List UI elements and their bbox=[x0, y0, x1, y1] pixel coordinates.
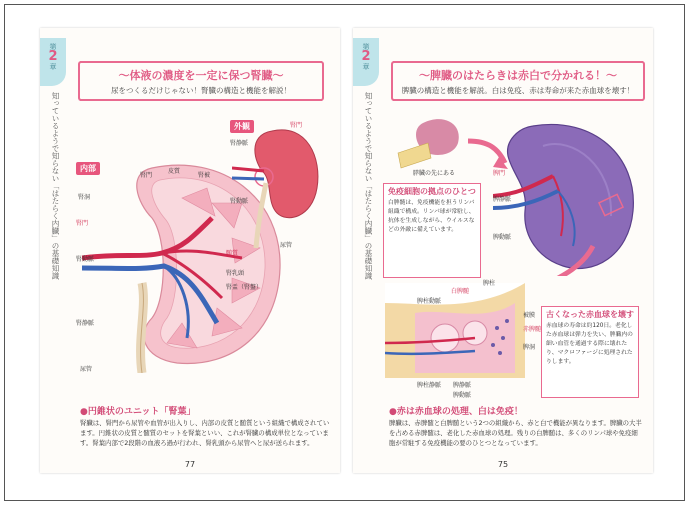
chapter-tab bbox=[353, 38, 379, 86]
title-box bbox=[393, 61, 643, 101]
label-capsule: 被膜 bbox=[523, 312, 536, 319]
label-trabecular-vein: 脾柱静脈 bbox=[417, 382, 442, 389]
label-renal-artery-top: 腎動脈 bbox=[230, 198, 249, 205]
callout-immune bbox=[383, 183, 481, 278]
inner-tag: 内部 bbox=[76, 162, 100, 175]
page-subtitle: 脾臓の構造と機能を解説。白は免疫、赤は寿命が来た赤血球を壊す！ bbox=[401, 86, 635, 95]
chapter-tab bbox=[40, 38, 66, 86]
page-number: 77 bbox=[184, 460, 196, 469]
page-title: 〜体液の濃度を一定に保つ腎臓〜 bbox=[118, 69, 284, 82]
label-ureter: 尿管 bbox=[80, 366, 93, 373]
label-red-pulp: 赤脾髄 bbox=[523, 326, 542, 333]
label-renal-column: 髄質 bbox=[226, 250, 239, 257]
side-running-text: 知っているようで知らない「はたらく内臓」の基礎知識 bbox=[364, 92, 373, 280]
callout-immune-heading: 免疫細胞の拠点のひとつ bbox=[388, 187, 476, 196]
label-white-pulp: 白脾髄 bbox=[451, 288, 470, 295]
label-ureter-outer: 尿管 bbox=[280, 242, 293, 249]
body-text: 腎臓は、腎門から尿管や血管が出入りし、内部の皮質と髄質という組織で構成されています。円錐状の皮質と髄質のセットを腎葉といい、これが腎臓の構成単位となっています。腎葉内部で2段階の血液ろ過が行われ、腎乳頭から尿管へと尿が送られます。 bbox=[80, 419, 330, 447]
callout-rbc-heading: 古くなった赤血球を壊す bbox=[546, 310, 634, 319]
label-renal-sinus: 腎洞 bbox=[78, 194, 91, 201]
label-splenic-artery: 脾動脈 bbox=[493, 234, 512, 241]
title-box bbox=[80, 61, 322, 101]
label-pancreas-tail: 膵臓の先にある bbox=[413, 170, 456, 177]
label-central-artery: 脾柱動脈 bbox=[417, 298, 442, 305]
chapter-label: 第 bbox=[49, 43, 57, 51]
label-calyx: 腎乳頭 bbox=[226, 270, 245, 277]
spleen-illustration bbox=[493, 116, 643, 276]
chapter-number: 2 bbox=[48, 49, 58, 64]
label-renal-artery: 腎動脈 bbox=[76, 256, 95, 263]
page-number: 75 bbox=[497, 460, 509, 469]
callout-immune-text: 白脾髄は、免疫機能を担うリンパ組織で構成。リンパ球が常駐し、抗体を生成しながら、ウイルスなどの外敵に備えています。 bbox=[388, 200, 475, 233]
page-subtitle: 尿をつくるだけじゃない！腎臓の構造と機能を解説！ bbox=[111, 86, 291, 95]
section-heading: ●赤は赤血球の処理、白は免疫！ bbox=[389, 407, 523, 417]
label-hilum: 脾門 bbox=[493, 170, 506, 177]
label-pelvis: 腎盂（腎盤） bbox=[226, 284, 263, 291]
callout-red-blood-cell bbox=[541, 306, 639, 398]
label-hilum-left: 腎門 bbox=[76, 220, 89, 227]
label-cortex: 皮質 bbox=[168, 168, 181, 175]
label-splenic-artery-bottom: 脾動脈 bbox=[453, 392, 472, 399]
label-splenic-vein: 脾静脈 bbox=[493, 196, 512, 203]
label-renal-vein-top: 腎静脈 bbox=[230, 140, 249, 147]
chapter-suffix: 章 bbox=[362, 63, 370, 71]
outer-tag: 外観 bbox=[230, 120, 254, 133]
left-page bbox=[40, 28, 340, 473]
section-heading: ●円錐状のユニット「腎葉」 bbox=[80, 407, 196, 417]
body-text: 脾臓は、赤脾髄と白脾髄という2つの組織から、赤と白で機能が異なります。脾臓の大半を占める赤脾髄は、老化した赤血球の処理。残りの白脾髄は、多くのリンパ球や免疫細胞が常駐する免疫機能の要のひとつとなっています。 bbox=[389, 419, 642, 447]
label-hilum-top: 腎門 bbox=[290, 122, 303, 129]
label-medulla: 腎門 bbox=[140, 172, 153, 179]
label-sinus: 脾洞 bbox=[523, 344, 536, 351]
spleen-tissue-detail-illustration bbox=[385, 283, 525, 378]
label-renal-vein: 腎静脈 bbox=[76, 320, 95, 327]
right-page bbox=[353, 28, 653, 473]
chapter-label: 第 bbox=[362, 43, 370, 51]
label-capsule: 腎被 bbox=[198, 172, 211, 179]
chapter-suffix: 章 bbox=[49, 63, 57, 71]
callout-rbc-text: 赤血球の寿命は約120日。老化した赤血球は弾力を失い、脾臓内の細い血管を通過する際に壊れたり、マクロファージに処理されたりします。 bbox=[546, 323, 633, 365]
label-splenic-vein-bottom: 脾静脈 bbox=[453, 382, 472, 389]
page-title: 〜脾臓のはたらきは赤白で分かれる！〜 bbox=[419, 69, 617, 82]
side-running-text: 知っているようで知らない「はたらく内臓」の基礎知識 bbox=[51, 92, 60, 280]
label-trabecula: 脾柱 bbox=[483, 280, 496, 287]
chapter-number: 2 bbox=[361, 49, 371, 64]
